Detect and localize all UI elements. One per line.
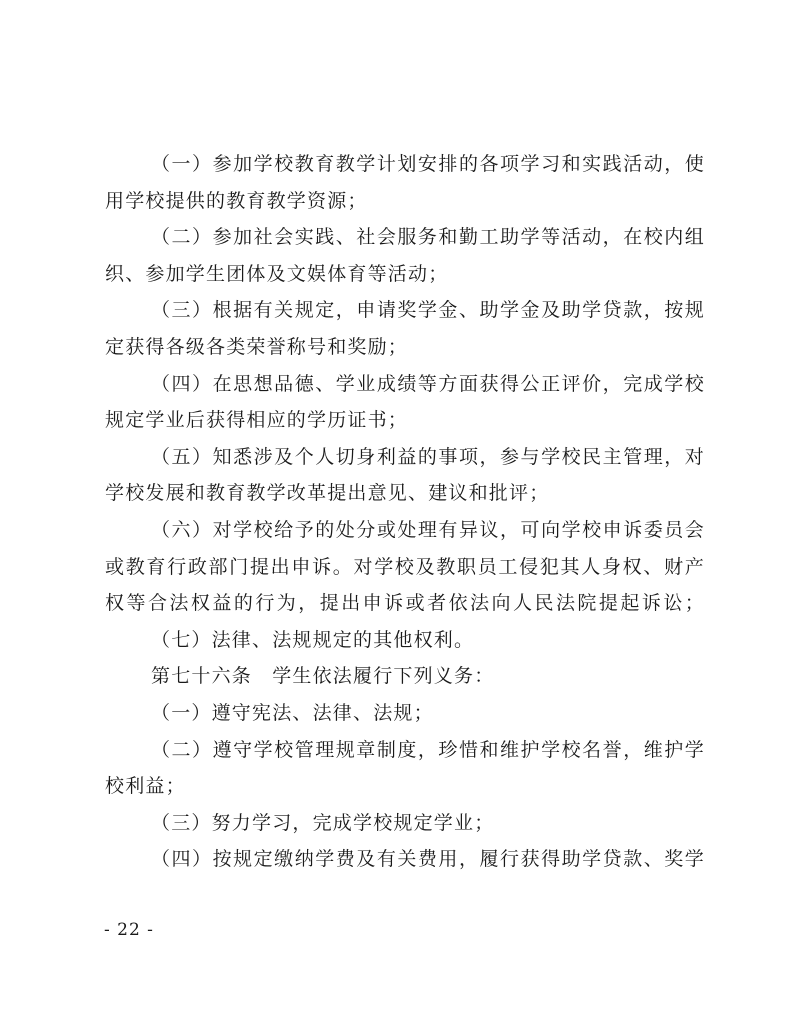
text-line: 或教育行政部门提出申诉。对学校及教职员工侵犯其人身权、财产 [105,555,705,578]
text-line: （六）对学校给予的处分或处理有异议，可向学校申诉委员会 [151,518,705,541]
text-line: （一）遵守宪法、法律、法规； [151,701,434,724]
text-line: （二）参加社会实践、社会服务和勤工助学等活动，在校内组 [151,226,705,249]
text-line: 用学校提供的教育教学资源； [105,189,368,212]
text-line: （二）遵守学校管理规章制度，珍惜和维护学校名誉，维护学 [151,738,705,761]
text-line: 规定学业后获得相应的学历证书； [105,409,409,432]
article-heading: 第七十六条 学生依法履行下列义务： [151,665,495,688]
text-line: 定获得各级各类荣誉称号和奖励； [105,335,409,358]
text-line: （四）按规定缴纳学费及有关费用，履行获得助学贷款、奖学 [151,848,705,871]
text-line: 权等合法权益的行为，提出申诉或者依法向人民法院提起诉讼； [105,592,705,615]
text-line: （七）法律、法规规定的其他权利。 [151,628,475,651]
text-line: （五）知悉涉及个人切身利益的事项，参与学校民主管理，对 [151,445,705,468]
text-line: （一）参加学校教育教学计划安排的各项学习和实践活动，使 [151,153,705,175]
text-line: 学校发展和教育教学改革提出意见、建议和批评； [105,482,550,505]
text-line: 校利益； [105,775,186,798]
page-number: - 22 - [104,920,154,940]
text-line: （三）努力学习，完成学校规定学业； [151,811,495,834]
text-line: 织、参加学生团体及文娱体育等活动； [105,262,449,285]
text-line: （四）在思想品德、学业成绩等方面获得公正评价，完成学校 [151,372,705,395]
document-body [105,146,705,878]
text-line: （三）根据有关规定，申请奖学金、助学金及助学贷款，按规 [151,299,705,322]
